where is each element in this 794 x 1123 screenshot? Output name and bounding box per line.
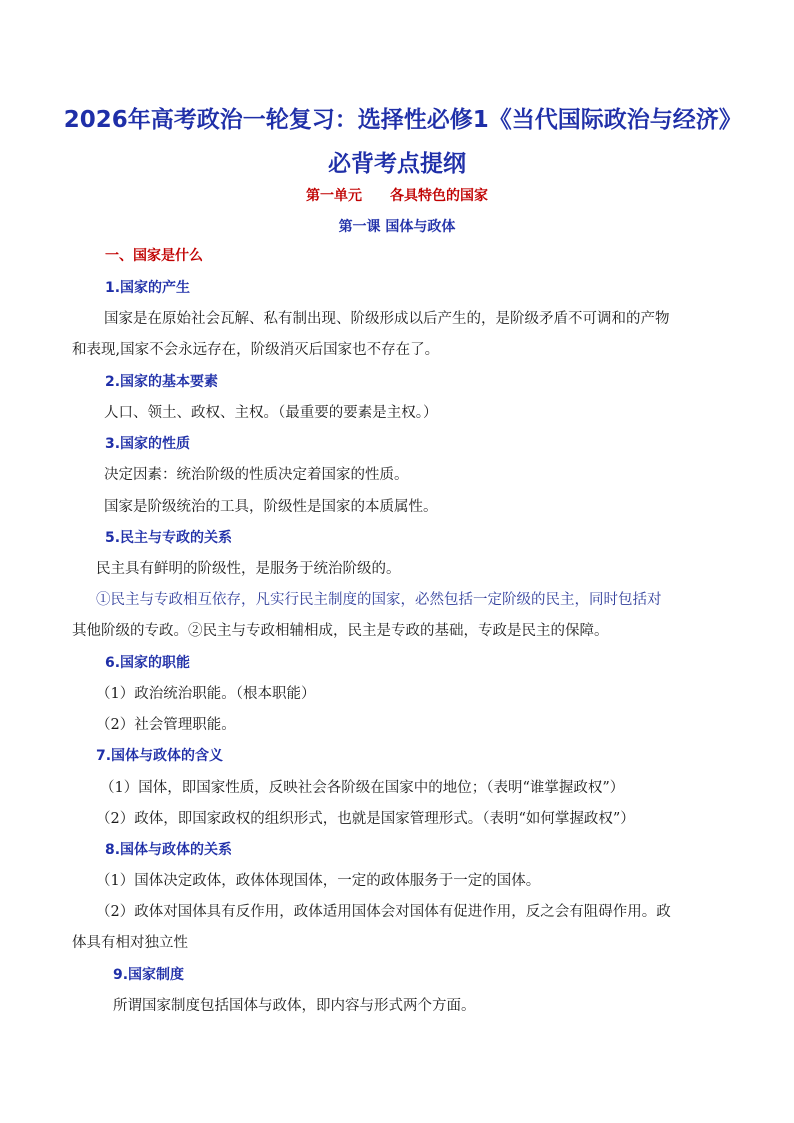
- paragraph-line: （1）国体，即国家性质，反映社会各阶级在国家中的地位；（表明“谁掌握政权”）: [100, 780, 625, 796]
- subsection-heading: 2.国家的基本要素: [105, 374, 219, 390]
- paragraph-line: ①民主与专政相互依存，凡实行民主制度的国家，必然包括一定阶级的民主，同时包括对: [96, 592, 662, 608]
- paragraph-line: 决定因素：统治阶级的性质决定着国家的性质。: [104, 467, 409, 483]
- lesson-heading: 第一课 国体与政体: [338, 219, 456, 235]
- paragraph-line: （2）政体，即国家政权的组织形式，也就是国家管理形式。（表明“如何掌握政权”）: [96, 811, 635, 827]
- subsection-heading: 1.国家的产生: [105, 280, 191, 296]
- paragraph-line: 其他阶级的专政。②民主与专政相辅相成，民主是专政的基础，专政是民主的保障。: [72, 623, 609, 639]
- unit-heading: [0, 185, 794, 205]
- unit-name: 各具特色的国家: [390, 188, 488, 204]
- paragraph-line: 国家是阶级统治的工具，阶级性是国家的本质属性。: [104, 499, 438, 515]
- subsection-heading: 3.国家的性质: [105, 436, 191, 452]
- paragraph-line: （1）国体决定政体，政体体现国体，一定的政体服务于一定的国体。: [96, 873, 541, 889]
- unit-label: 第一单元: [306, 188, 362, 204]
- subsection-heading: 8.国体与政体的关系: [105, 842, 233, 858]
- paragraph-line: （1）政治统治职能。（根本职能）: [96, 686, 316, 702]
- section-heading: 一、国家是什么: [105, 248, 203, 264]
- document-title: 2026年高考政治一轮复习：选择性必修1《当代国际政治与经济》必背考点提纲: [63, 107, 731, 177]
- paragraph-line: 民主具有鲜明的阶级性，是服务于统治阶级的。: [96, 561, 401, 577]
- paragraph-line: 国家是在原始社会瓦解、私有制出现、阶级形成以后产生的，是阶级矛盾不可调和的产物: [104, 311, 670, 327]
- paragraph-line: 所谓国家制度包括国体与政体，即内容与形式两个方面。: [113, 998, 476, 1014]
- paragraph-line: 人口、领土、政权、主权。（最重要的要素是主权。）: [104, 405, 438, 421]
- paragraph-line: 和表现,国家不会永远存在，阶级消灭后国家也不存在了。: [72, 342, 440, 358]
- subsection-heading: 9.国家制度: [113, 967, 185, 983]
- paragraph-line: （2）社会管理职能。: [96, 717, 236, 733]
- subsection-heading: 6.国家的职能: [105, 655, 191, 671]
- paragraph-line: 体具有相对独立性: [72, 935, 188, 951]
- subsection-heading: 5.民主与专政的关系: [105, 530, 233, 546]
- paragraph-line: （2）政体对国体具有反作用，政体适用国体会对国体有促进作用，反之会有阻碍作用。政: [96, 904, 671, 920]
- subsection-heading: 7.国体与政体的含义: [96, 748, 224, 764]
